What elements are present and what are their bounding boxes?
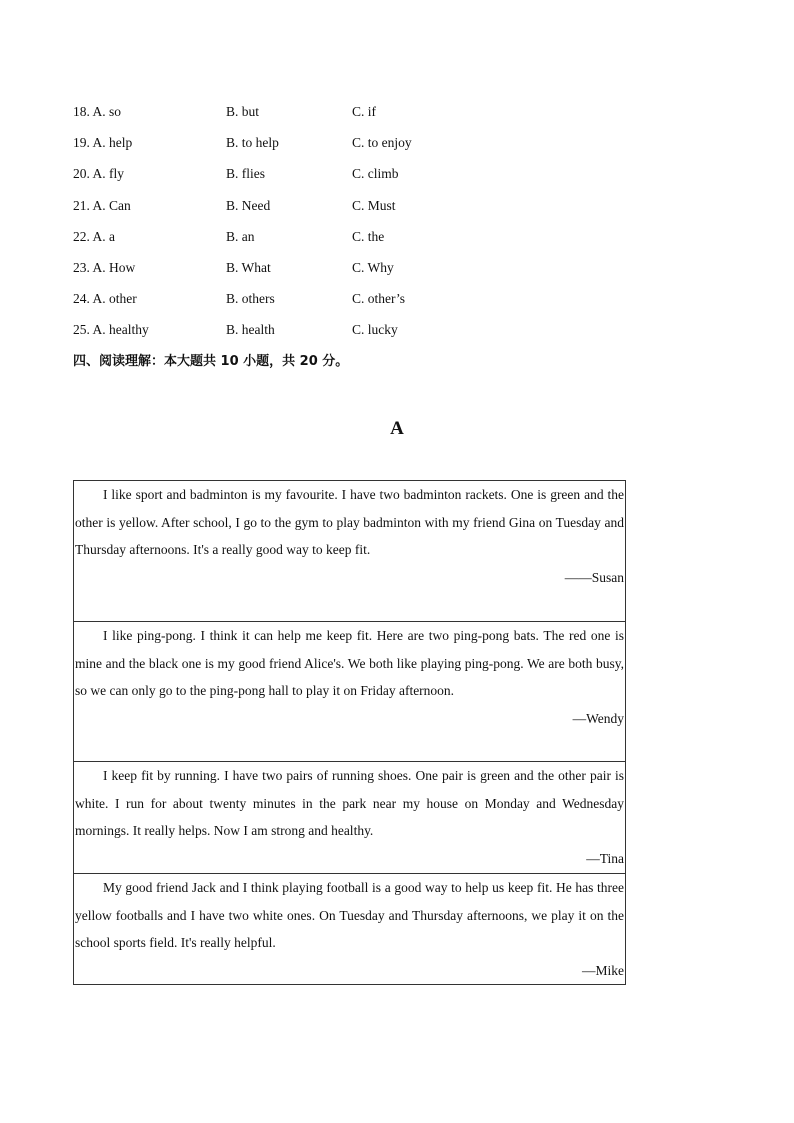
option-b: B. to help bbox=[226, 135, 279, 151]
option-c: C. climb bbox=[352, 166, 399, 182]
option-b: B. an bbox=[226, 228, 255, 244]
option-a: 18. A. so bbox=[73, 104, 122, 119]
option-a: 25. A. healthy bbox=[73, 322, 149, 338]
option-b: B. health bbox=[226, 322, 275, 338]
passage-author: —Tina bbox=[586, 851, 624, 867]
passage-text: I keep fit by running. I have two pairs of running shoes. One pair is green and the other pair is white. I run for about twenty minutes in the park near my house on Monday and Wednesday mornings. It really helps. Now I am strong and healthy. bbox=[75, 768, 624, 839]
option-c: C. Why bbox=[352, 259, 394, 275]
option-row-20 bbox=[73, 164, 573, 195]
option-b: B. Need bbox=[226, 197, 271, 213]
option-row-23 bbox=[73, 258, 573, 289]
passage-author: —Mike bbox=[582, 963, 624, 979]
option-c: C. lucky bbox=[352, 322, 398, 338]
option-c: C. other’s bbox=[352, 291, 405, 307]
passage-cell-wendy bbox=[74, 621, 625, 761]
passage-table bbox=[73, 480, 626, 985]
option-row-18 bbox=[73, 102, 573, 133]
option-c: C. if bbox=[352, 104, 377, 119]
passage-author: ——Susan bbox=[564, 570, 624, 586]
passage-cell-tina bbox=[74, 761, 625, 873]
passage-title: A bbox=[390, 418, 404, 439]
passage-text: I like ping-pong. I think it can help me keep fit. Here are two ping-pong bats. The red one is mine and the black one is my good friend Alice's. We both like playing ping-pong. We are both busy, so we can only go to the ping-pong hall to play it on Friday afternoon. bbox=[75, 628, 624, 699]
option-c: C. Must bbox=[352, 197, 396, 213]
option-row-21 bbox=[73, 196, 573, 227]
option-row-19 bbox=[73, 133, 573, 164]
option-a: 24. A. other bbox=[73, 291, 137, 307]
option-a: 21. A. Can bbox=[73, 197, 131, 213]
passage-author: —Wendy bbox=[572, 711, 624, 727]
option-a: 23. A. How bbox=[73, 259, 136, 275]
option-b: B. but bbox=[226, 104, 260, 119]
option-a: 19. A. help bbox=[73, 135, 133, 151]
section-heading: 四、阅读理解：本大题共 10 小题，共 20 分。 bbox=[73, 354, 349, 369]
option-row-22 bbox=[73, 227, 573, 258]
answer-options bbox=[73, 102, 573, 352]
option-b: B. flies bbox=[226, 166, 265, 182]
passage-cell-susan bbox=[74, 481, 625, 621]
option-b: B. What bbox=[226, 259, 271, 275]
option-c: C. to enjoy bbox=[352, 135, 412, 151]
option-b: B. others bbox=[226, 291, 275, 307]
passage-text: I like sport and badminton is my favourite. I have two badminton rackets. One is green and the other is yellow. After school, I go to the gym to play badminton with my friend Gina on Tuesday and Thursday afternoons. It's a really good way to keep fit. bbox=[75, 487, 624, 558]
passage-text: My good friend Jack and I think playing football is a good way to help us keep fit. He has three yellow footballs and I have two white ones. On Tuesday and Thursday afternoons, we play it on the school sports field. It's really helpful. bbox=[75, 880, 624, 951]
option-row-24 bbox=[73, 289, 573, 320]
option-c: C. the bbox=[352, 228, 385, 244]
option-a: 20. A. fly bbox=[73, 166, 125, 182]
passage-cell-mike bbox=[74, 873, 625, 984]
option-a: 22. A. a bbox=[73, 228, 115, 244]
option-row-25 bbox=[73, 320, 573, 351]
